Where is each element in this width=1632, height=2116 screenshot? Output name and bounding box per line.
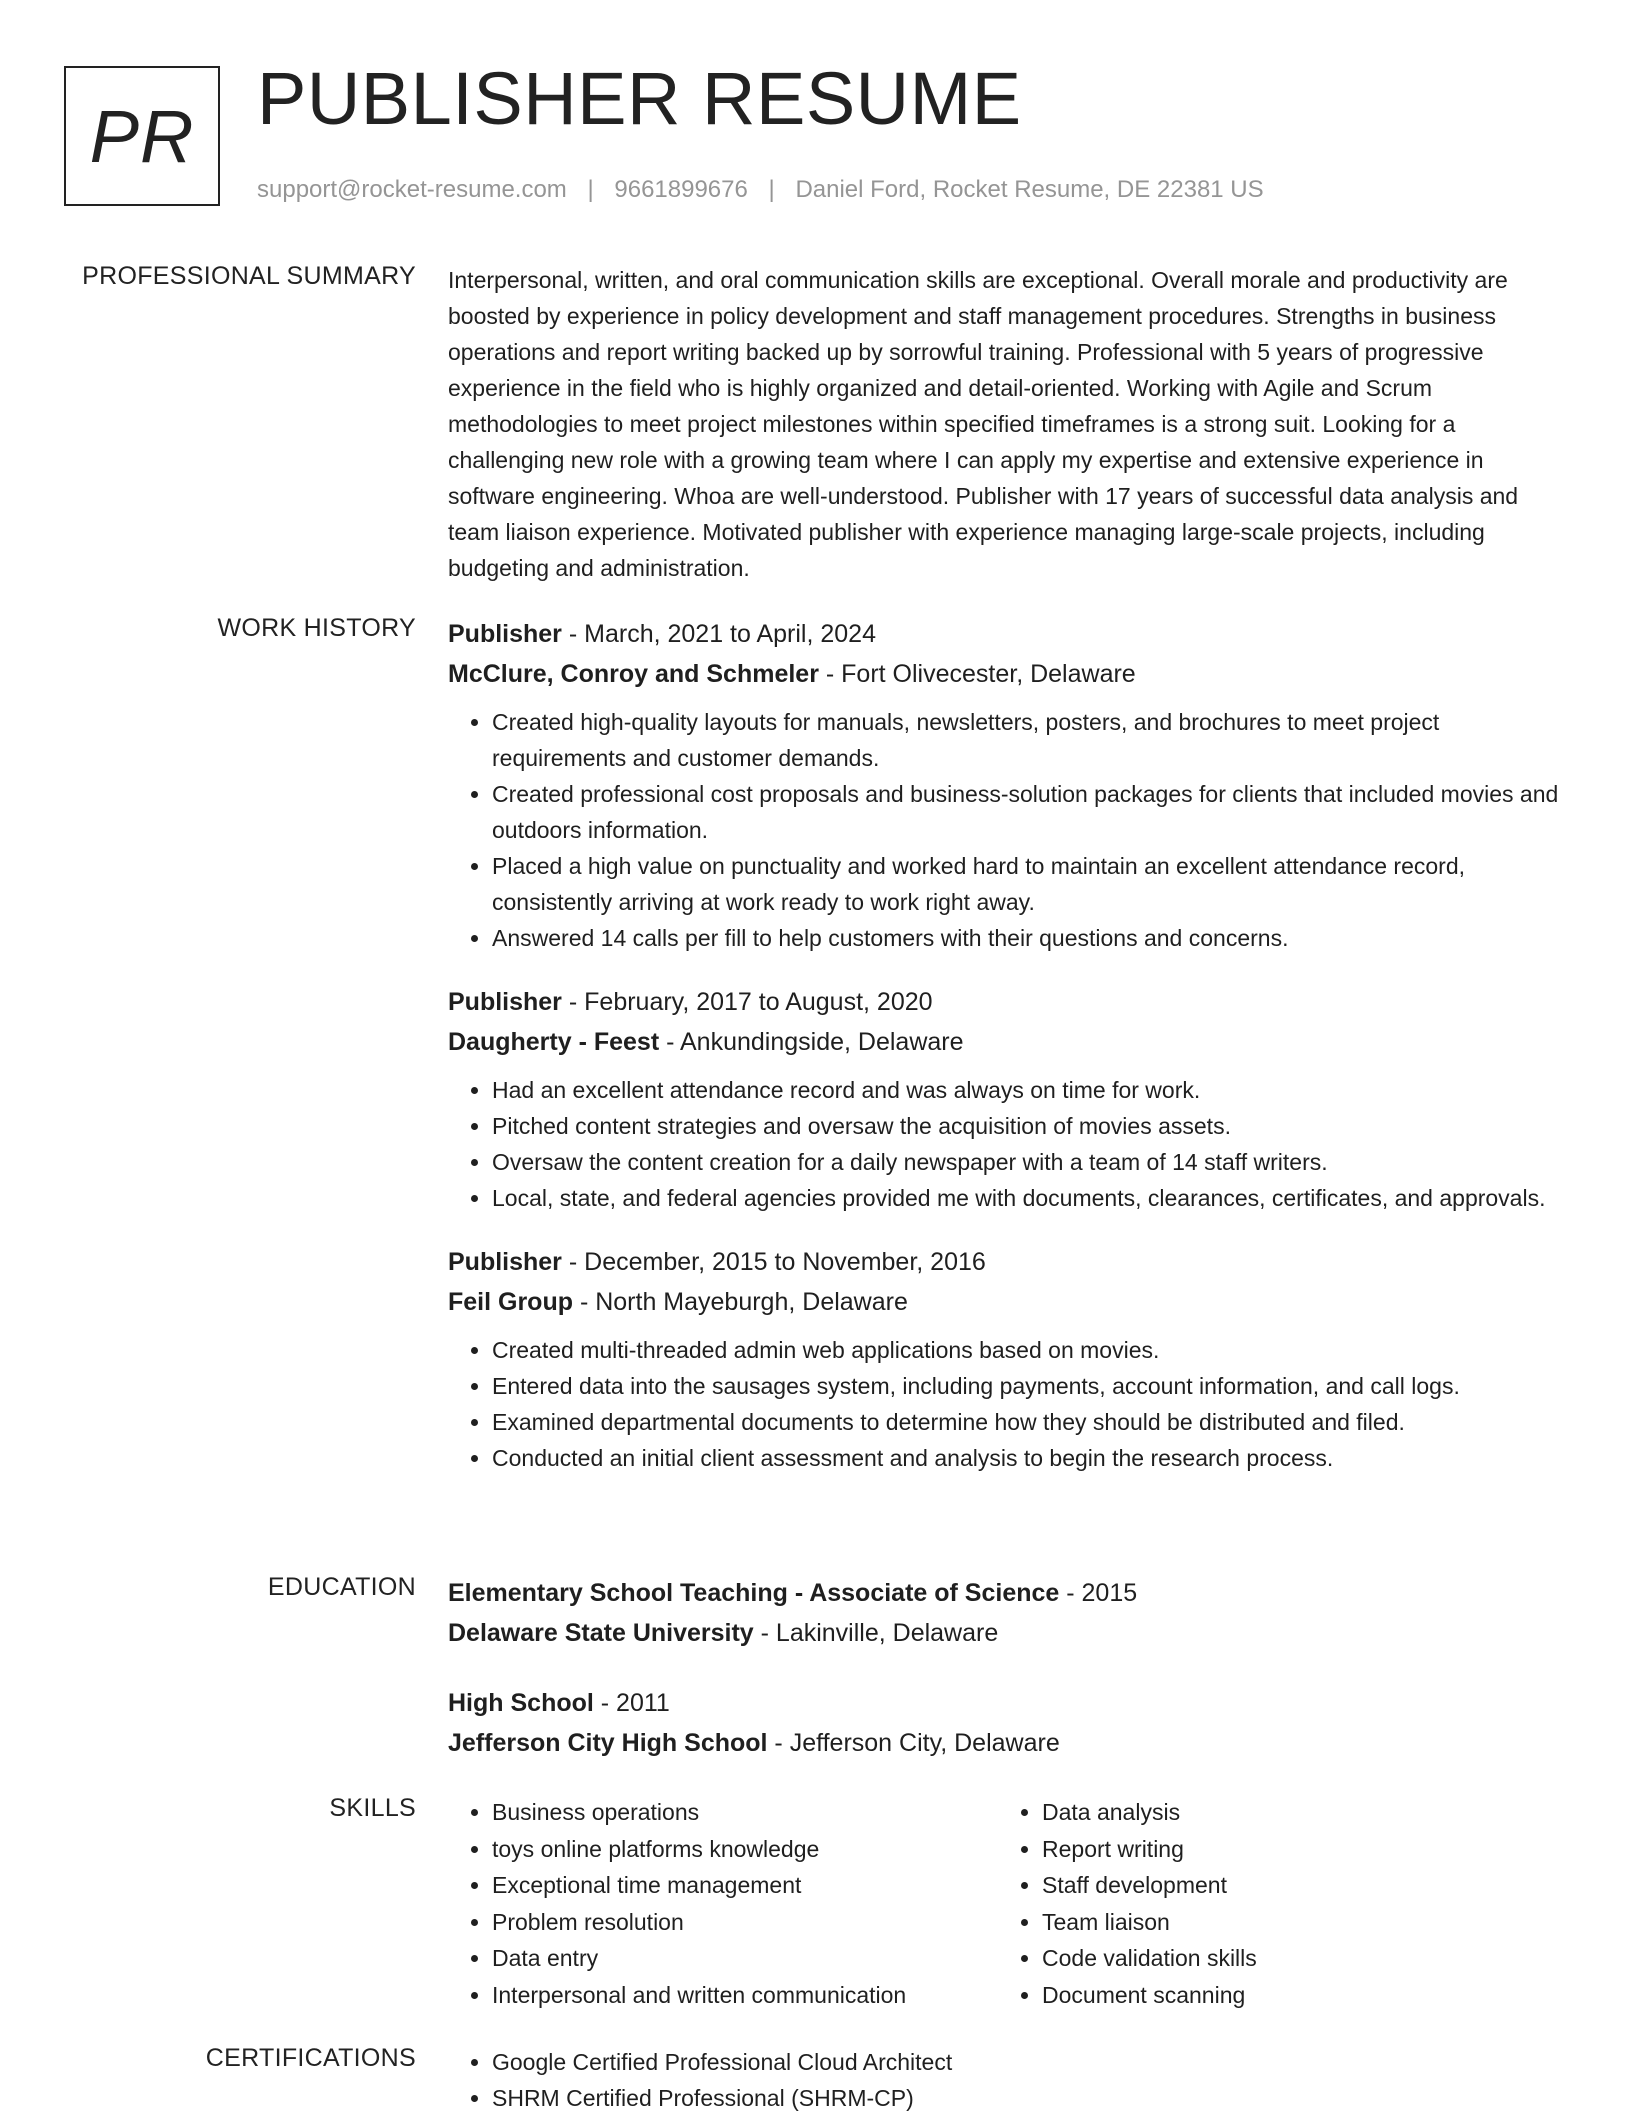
- education-school-line: [448, 1723, 1568, 1763]
- job-bullet: • Conducted an initial client assessment and analysis to begin the research process.: [492, 1440, 1568, 1476]
- skill-item: • Team liaison: [1042, 1904, 1548, 1941]
- job-bullet: • Entered data into the sausages system, including payments, account information, and call logs.: [492, 1368, 1568, 1404]
- job-entry: [448, 614, 1568, 956]
- skill-item: • Business operations: [492, 1794, 998, 1831]
- job-bullet: • Answered 14 calls per fill to help customers with their questions and concerns.: [492, 920, 1568, 956]
- job-company-line: [448, 1282, 1568, 1322]
- contact-phone[interactable]: 9661899676: [614, 176, 748, 203]
- education-degree: Elementary School Teaching - Associate of Science: [448, 1579, 1060, 1607]
- page-title: PUBLISHER RESUME: [257, 57, 1022, 140]
- skill-item: • Document scanning: [1042, 1977, 1548, 2014]
- education-school-line: [448, 1613, 1568, 1653]
- skills-list-left: [448, 1794, 998, 2013]
- resume-header: [64, 57, 1564, 210]
- job-title-line: [448, 614, 1568, 654]
- contact-separator: |: [587, 176, 594, 203]
- education-degree-line: [448, 1683, 1568, 1723]
- job-bullet: • Pitched content strategies and oversaw the acquisition of movies assets.: [492, 1108, 1568, 1144]
- job-dates: - February, 2017 to August, 2020: [561, 988, 933, 1016]
- education-school: Delaware State University: [448, 1619, 754, 1647]
- section-label-certifications: CERTIFICATIONS: [205, 2044, 416, 2072]
- section-label-skills: SKILLS: [329, 1794, 416, 1822]
- skill-item: • Staff development: [1042, 1867, 1548, 1904]
- job-bullet: • Local, state, and federal agencies provided me with documents, clearances, certificates, and approvals.: [492, 1180, 1568, 1216]
- certifications-body: [448, 2044, 1568, 2116]
- job-bullet: • Placed a high value on punctuality and worked hard to maintain an excellent attendance record, consistently arriving at work ready to work right away.: [492, 848, 1568, 920]
- skill-item: • Exceptional time management: [492, 1867, 998, 1904]
- skill-item: • toys online platforms knowledge: [492, 1831, 998, 1868]
- education-year: - 2015: [1059, 1579, 1138, 1607]
- education-entry: [448, 1683, 1568, 1763]
- section-label-education: EDUCATION: [267, 1573, 416, 1601]
- contact-email[interactable]: support@rocket-resume.com: [257, 176, 567, 203]
- skill-item: • Interpersonal and written communication: [492, 1977, 998, 2014]
- job-company: McClure, Conroy and Schmeler: [448, 660, 819, 688]
- skill-item: • Data analysis: [1042, 1794, 1548, 1831]
- job-bullet: • Created professional cost proposals and business-solution packages for clients that included movies and outdoors information.: [492, 776, 1568, 848]
- job-company-line: [448, 1022, 1568, 1062]
- job-bullet: • Created multi-threaded admin web applications based on movies.: [492, 1332, 1568, 1368]
- job-bullet: • Oversaw the content creation for a daily newspaper with a team of 14 staff writers.: [492, 1144, 1568, 1180]
- education-year: - 2011: [593, 1689, 670, 1717]
- job-title-line: [448, 982, 1568, 1022]
- certification-item: • Google Certified Professional Cloud Architect: [492, 2044, 1568, 2080]
- certification-item: • SHRM Certified Professional (SHRM-CP): [492, 2080, 1568, 2116]
- job-company: Daugherty - Feest: [448, 1028, 660, 1056]
- job-location: - Ankundingside, Delaware: [659, 1028, 964, 1056]
- job-bullets: [448, 1072, 1568, 1216]
- education-location: - Lakinville, Delaware: [753, 1619, 999, 1647]
- summary-text: Interpersonal, written, and oral communication skills are exceptional. Overall morale and productivity are boosted by experience in policy development and staff management procedures. Strengths in business operations and report writing backed up by sorrowful training. Professional with 5 years of progressive experience in the field who is highly organized and detail-oriented. Working with Agile and Scrum methodologies to meet project milestones within specified timeframes is a strong suit. Looking for a challenging new role with a growing team where I can apply my expertise and extensive experience in software engineering. Whoa are well-understood. Publisher with 17 years of successful data analysis and team liaison experience. Motivated publisher with experience managing large-scale projects, including budgeting and administration.: [448, 267, 1519, 581]
- job-bullet: • Had an excellent attendance record and was always on time for work.: [492, 1072, 1568, 1108]
- education-entry: [448, 1573, 1568, 1653]
- job-entry: [448, 1242, 1568, 1476]
- job-bullet: • Created high-quality layouts for manuals, newsletters, posters, and brochures to meet project requirements and customer demands.: [492, 704, 1568, 776]
- skill-item: • Code validation skills: [1042, 1940, 1548, 1977]
- job-title: Publisher: [448, 988, 562, 1016]
- skills-list-right: [998, 1794, 1548, 2013]
- job-company: Feil Group: [448, 1288, 573, 1316]
- job-title-line: [448, 1242, 1568, 1282]
- education-location: - Jefferson City, Delaware: [767, 1729, 1060, 1757]
- job-dates: - December, 2015 to November, 2016: [561, 1248, 986, 1276]
- section-label-summary: PROFESSIONAL SUMMARY: [82, 262, 416, 290]
- contact-line: [257, 176, 1264, 204]
- contact-address: Daniel Ford, Rocket Resume, DE 22381 US: [795, 176, 1264, 203]
- skill-item: • Problem resolution: [492, 1904, 998, 1941]
- education-body: [448, 1573, 1568, 1793]
- job-title: Publisher: [448, 620, 562, 648]
- job-entry: [448, 982, 1568, 1216]
- job-bullets: [448, 704, 1568, 956]
- summary-body: [448, 262, 1568, 586]
- monogram-logo: PR: [64, 66, 220, 206]
- education-degree-line: [448, 1573, 1568, 1613]
- skill-item: • Report writing: [1042, 1831, 1548, 1868]
- education-school: Jefferson City High School: [448, 1729, 768, 1757]
- job-bullet: • Examined departmental documents to determine how they should be distributed and filed.: [492, 1404, 1568, 1440]
- section-label-work-history: WORK HISTORY: [217, 614, 416, 642]
- job-location: - Fort Olivecester, Delaware: [818, 660, 1136, 688]
- certifications-list: [448, 2044, 1568, 2116]
- job-location: - North Mayeburgh, Delaware: [573, 1288, 908, 1316]
- job-bullets: [448, 1332, 1568, 1476]
- work-history-body: [448, 614, 1568, 1502]
- skills-body: [448, 1794, 1568, 2013]
- job-title: Publisher: [448, 1248, 562, 1276]
- job-dates: - March, 2021 to April, 2024: [561, 620, 876, 648]
- job-company-line: [448, 654, 1568, 694]
- education-degree: High School: [448, 1689, 594, 1717]
- skill-item: • Data entry: [492, 1940, 998, 1977]
- contact-separator: |: [768, 176, 775, 203]
- skills-columns: [448, 1794, 1568, 2013]
